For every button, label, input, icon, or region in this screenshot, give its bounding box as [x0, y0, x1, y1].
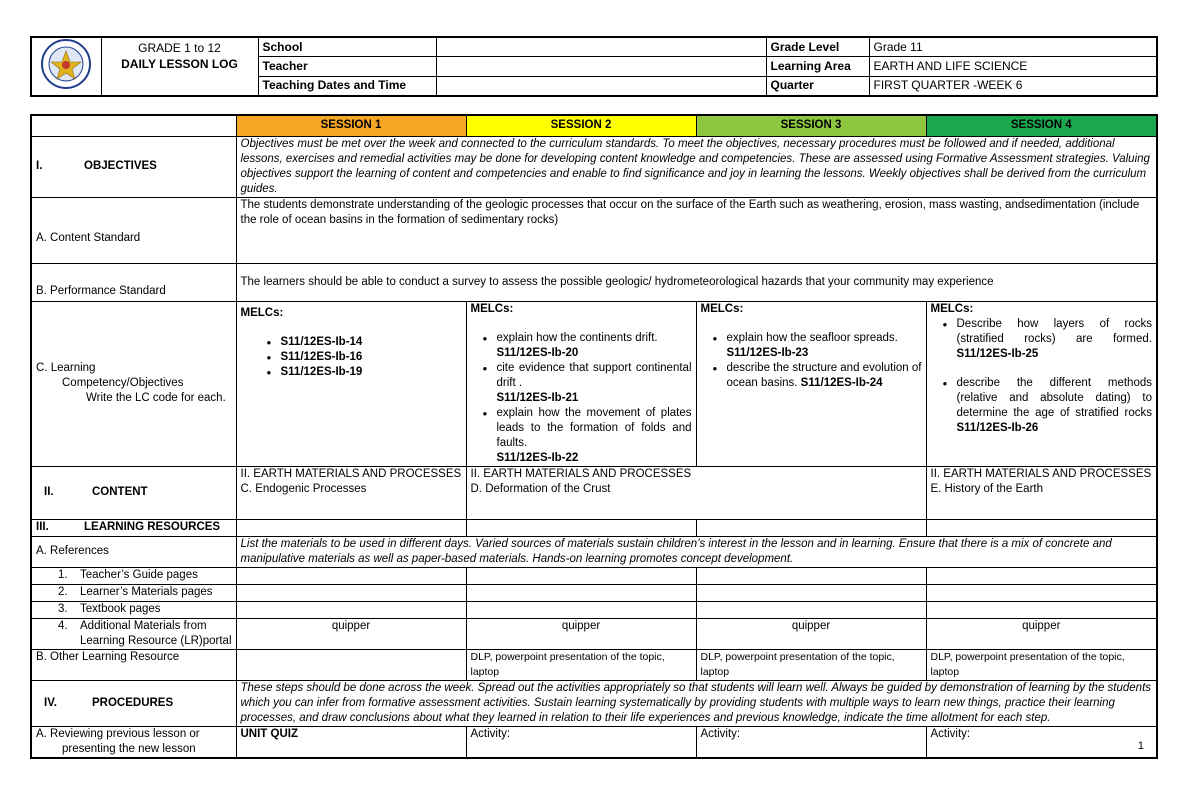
content-session-2-3[interactable] — [466, 466, 926, 519]
content-line: D. Deformation of the Crust — [470, 482, 611, 495]
melc-code: ● S11/12ES-Ib-16 — [271, 350, 462, 365]
additional-materials-4[interactable]: quipper — [926, 618, 1157, 649]
melc-code: ● S11/12ES-Ib-19 — [271, 365, 462, 380]
objectives-heading — [31, 136, 236, 197]
additional-materials-1[interactable]: quipper — [236, 618, 466, 649]
melcs-list-2 — [471, 331, 692, 466]
melc-item — [717, 331, 922, 361]
grade-level-value[interactable]: Grade 11 — [869, 37, 1157, 57]
empty-cell[interactable] — [926, 584, 1157, 601]
row-num: 1. — [58, 568, 68, 581]
other-resource-1[interactable] — [236, 649, 466, 680]
melc-item — [487, 361, 692, 406]
melc-item — [487, 406, 692, 466]
other-resource-2[interactable]: DLP, powerpoint presentation of the topic, laptop — [466, 649, 696, 680]
content-line: C. Endogenic Processes — [240, 482, 367, 495]
deped-seal-cell — [31, 37, 101, 96]
empty-cell[interactable] — [236, 567, 466, 584]
dates-value[interactable] — [436, 76, 766, 96]
content-session-4[interactable] — [926, 466, 1157, 519]
row-label: Textbook pages — [80, 602, 161, 615]
melc-text: explain how the movement of plates leads to the formation of folds and faults. — [496, 406, 692, 449]
row-num: 2. — [58, 585, 68, 598]
performance-standard-label: B. Performance Standard — [31, 263, 236, 301]
learning-area-value[interactable]: EARTH AND LIFE SCIENCE — [869, 57, 1157, 76]
deped-seal-icon — [40, 38, 92, 90]
competency-label — [31, 301, 236, 466]
content-session-1[interactable] — [236, 466, 466, 519]
content-line: E. History of the Earth — [930, 482, 1043, 495]
melcs-list-3 — [701, 331, 922, 391]
competency-session-2[interactable] — [466, 301, 696, 466]
competency-label-2: Competency/Objectives — [62, 377, 184, 389]
empty-cell[interactable] — [926, 567, 1157, 584]
empty-cell[interactable] — [466, 567, 696, 584]
row-label: Learner’s Materials pages — [80, 585, 213, 598]
melc-code: S11/12ES-Ib-20 — [496, 346, 579, 359]
procedures-num: IV. — [44, 696, 58, 709]
empty-cell[interactable] — [236, 584, 466, 601]
melc-text: explain how the seafloor spreads. — [726, 331, 898, 344]
school-label: School — [258, 37, 436, 57]
melcs-title-4: MELCs: — [930, 302, 974, 315]
content-title: CONTENT — [92, 486, 148, 498]
references-note: List the materials to be used in different days. Varied sources of materials sustain children’s interest in the lesson and in learning. Ensure that there is a mix of concrete and manipulative materials as well as paper-based materials. Hands-on learning promotes concept development. — [236, 536, 1157, 567]
teacher-value[interactable] — [436, 57, 766, 76]
procedures-heading — [31, 680, 236, 726]
competency-session-1[interactable] — [236, 301, 466, 466]
melc-text: describe the structure and evolution of ocean basins. — [726, 361, 922, 389]
melc-code: S11/12ES-Ib-26 — [956, 421, 1039, 434]
competency-session-3[interactable] — [696, 301, 926, 466]
resources-num: III. — [36, 521, 49, 533]
quarter-label: Quarter — [766, 76, 869, 96]
dates-label: Teaching Dates and Time — [258, 76, 436, 96]
empty-cell — [466, 519, 696, 536]
teachers-guide-label — [31, 567, 236, 584]
competency-label-1: C. Learning — [36, 362, 96, 374]
log-title-cell — [101, 37, 258, 96]
melc-text: describe the different methods (relative and absolute dating) to determine the age of stratified rocks — [956, 376, 1152, 419]
melc-item — [717, 361, 922, 391]
empty-cell[interactable] — [696, 567, 926, 584]
additional-materials-3[interactable]: quipper — [696, 618, 926, 649]
empty-cell — [926, 519, 1157, 536]
procedures-note: These steps should be done across the week. Spread out the activities appropriately so that students will learn well. Always be guided by demonstration of learning by the students which you can infer from formative assessment activities. Sustain learning systematically by providing students with multiple ways to learn new things, practice their learning processes, and draw conclusions about what they learned in relation to their life experiences and previous knowledge, indicate the time allotment for each step. — [236, 680, 1157, 726]
melc-code: S11/12ES-Ib-22 — [496, 451, 579, 464]
row-num: 4. — [58, 619, 68, 632]
row-label: Learning Resource (LR)portal — [80, 634, 232, 647]
empty-cell[interactable] — [466, 584, 696, 601]
other-resource-4[interactable]: DLP, powerpoint presentation of the topic, laptop — [926, 649, 1157, 680]
quarter-value[interactable]: FIRST QUARTER -WEEK 6 — [869, 76, 1157, 96]
resources-heading — [31, 519, 236, 536]
melcs-title-2: MELCs: — [470, 302, 514, 315]
session-2-header: SESSION 2 — [466, 115, 696, 136]
grade-range: GRADE 1 to 12 — [138, 41, 221, 55]
additional-materials-label — [31, 618, 236, 649]
page-number: 1 — [1137, 740, 1144, 752]
session-1-header: SESSION 1 — [236, 115, 466, 136]
header-table — [30, 36, 1158, 97]
melc-code: ● S11/12ES-Ib-14 — [271, 335, 462, 350]
content-line: II. EARTH MATERIALS AND PROCESSES — [240, 467, 462, 480]
session-3-header: SESSION 3 — [696, 115, 926, 136]
objectives-num: I. — [36, 160, 43, 172]
objectives-title: OBJECTIVES — [84, 160, 157, 172]
teacher-label: Teacher — [258, 57, 436, 76]
review-session-2[interactable]: Activity: — [466, 726, 696, 758]
competency-label-3: Write the LC code for each. — [86, 392, 226, 404]
row-label: A. Reviewing previous lesson or — [36, 727, 200, 740]
objectives-note: Objectives must be met over the week and connected to the curriculum standards. To meet the objectives, necessary procedures must be followed and if needed, additional lessons, exercises and remedial activities may be done for developing content knowledge and competencies. These are assessed using Formative Assessment strategies. Valuing objectives support the learning of content and competencies and enable to find significance and joy in learning the lessons. Weekly objectives shall be derived from the curriculum guides. — [236, 136, 1157, 197]
learners-materials-label — [31, 584, 236, 601]
performance-standard-text[interactable]: The learners should be able to conduct a survey to assess the possible geologic/ hydrometeorological hazards that your community may experience — [236, 263, 1157, 301]
melc-code: S11/12ES-Ib-21 — [496, 391, 579, 404]
content-num: II. — [44, 486, 54, 498]
procedures-title: PROCEDURES — [92, 696, 174, 709]
empty-cell — [236, 519, 466, 536]
melc-code: S11/12ES-Ib-24 — [800, 376, 883, 389]
textbook-pages-label — [31, 601, 236, 618]
row-label: Additional Materials from — [80, 619, 207, 632]
melc-code: S11/12ES-Ib-23 — [726, 346, 809, 359]
review-label — [31, 726, 236, 758]
empty-cell[interactable] — [466, 601, 696, 618]
review-session-3[interactable]: Activity: — [696, 726, 926, 758]
melc-item — [487, 331, 692, 361]
competency-session-4[interactable] — [926, 301, 1157, 466]
melc-text: cite evidence that support continental drift . — [496, 361, 692, 389]
empty-cell[interactable] — [236, 601, 466, 618]
content-line: II. EARTH MATERIALS AND PROCESSES — [470, 467, 692, 480]
melc-text: Describe how layers of rocks (stratified rocks) are formed. — [956, 317, 1152, 345]
other-resource-3[interactable]: DLP, powerpoint presentation of the topic, laptop — [696, 649, 926, 680]
row-label: Teacher’s Guide pages — [80, 568, 198, 581]
lesson-log-table — [30, 114, 1158, 759]
melc-code: S11/12ES-Ib-25 — [956, 347, 1039, 360]
log-title: DAILY LESSON LOG — [121, 57, 238, 71]
grade-level-label: Grade Level — [766, 37, 869, 57]
learning-area-label: Learning Area — [766, 57, 869, 76]
additional-materials-2[interactable]: quipper — [466, 618, 696, 649]
content-standard-text[interactable]: The students demonstrate understanding of the geologic processes that occur on the surface of the Earth such as weathering, erosion, mass wasting, andsedimentation (include the role of ocean basins in the formation of sedimentary rocks) — [236, 197, 1157, 263]
melcs-title-1: MELCs: — [240, 306, 284, 319]
melc-item — [947, 376, 1153, 436]
review-session-4[interactable]: Activity: — [926, 726, 1157, 758]
school-value[interactable] — [436, 37, 766, 57]
corner-cell — [31, 115, 236, 136]
content-standard-label: A. Content Standard — [31, 197, 236, 263]
empty-cell[interactable] — [926, 601, 1157, 618]
content-line: II. EARTH MATERIALS AND PROCESSES — [930, 467, 1152, 480]
row-label: presenting the new lesson — [62, 742, 196, 755]
content-heading — [31, 466, 236, 519]
session-4-header: SESSION 4 — [926, 115, 1157, 136]
empty-cell — [696, 519, 926, 536]
row-num: 3. — [58, 602, 68, 615]
melcs-list-1 — [241, 335, 462, 380]
melc-text: explain how the continents drift. — [496, 331, 658, 344]
references-label: A. References — [31, 536, 236, 567]
review-session-1[interactable]: UNIT QUIZ — [236, 726, 466, 758]
empty-cell[interactable] — [696, 584, 926, 601]
melcs-title-3: MELCs: — [700, 302, 744, 315]
other-resource-label: B. Other Learning Resource — [31, 649, 236, 680]
melcs-list-4 — [931, 317, 1153, 436]
resources-title: LEARNING RESOURCES — [84, 521, 221, 533]
melc-item — [947, 317, 1153, 362]
empty-cell[interactable] — [696, 601, 926, 618]
